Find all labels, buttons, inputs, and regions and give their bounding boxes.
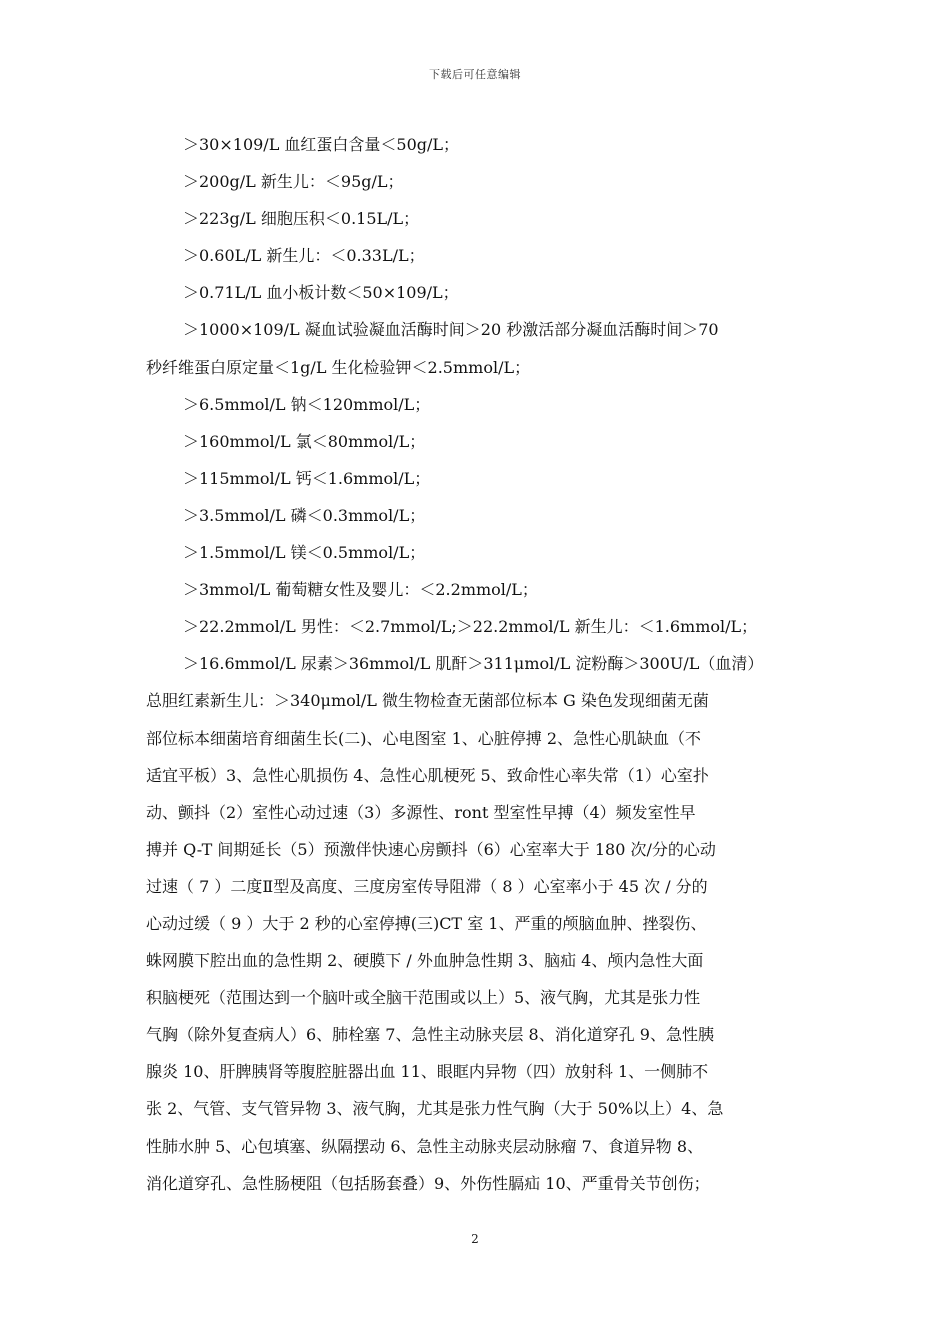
- text-line: 性肺水肿 5、心包填塞、纵隔摆动 6、急性主动脉夹层动脉瘤 7、食道异物 8、: [146, 1136, 704, 1156]
- text-line: ＞0.60L/L 新生儿：＜0.33L/L；: [183, 246, 425, 266]
- text-line: 消化道穿孔、急性肠梗阻（包括肠套叠）9、外伤性膈疝 10、严重骨关节创伤；: [146, 1173, 710, 1193]
- text-line: 过速（ 7 ）二度Ⅱ型及高度、三度房室传导阻滞（ 8 ）心室率小于 45 次 / 分的: [146, 876, 708, 896]
- text-line: ＞3mmol/L 葡萄糖女性及婴儿：＜2.2mmol/L；: [183, 580, 538, 600]
- text-line: 总胆红素新生儿：＞340μmol/L 微生物检查无菌部位标本 G 染色发现细菌无菌: [146, 691, 709, 711]
- page-number: 2: [471, 1232, 479, 1246]
- page-header: 下载后可任意编辑: [429, 68, 521, 81]
- text-line: 腺炎 10、肝脾胰肾等腹腔脏器出血 11、眼眶内异物（四）放射科 1、一侧肺不: [146, 1062, 709, 1082]
- document-body: [146, 126, 810, 1202]
- text-line: 搏并 Q-T 间期延长（5）预激伴快速心房颤抖（6）心室率大于 180 次/分的心动: [146, 839, 716, 859]
- text-line: ＞22.2mmol/L 男性：＜2.7mmol/L;＞22.2mmol/L 新生儿：＜1.6mmol/L；: [183, 617, 758, 637]
- text-line: ＞115mmol/L 钙＜1.6mmol/L；: [183, 468, 431, 488]
- text-line: 部位标本细菌培育细菌生长(二)、心电图室 1、心脏停搏 2、急性心肌缺血（不: [146, 728, 702, 748]
- text-line: ＞6.5mmol/L 钠＜120mmol/L；: [183, 394, 431, 414]
- text-line: ＞1000×109/L 凝血试验凝血活酶时间＞20 秒激活部分凝血活酶时间＞70: [183, 320, 719, 340]
- text-line: ＞160mmol/L 氯＜80mmol/L；: [183, 431, 426, 451]
- text-line: 适宜平板）3、急性心肌损伤 4、急性心肌梗死 5、致命性心率失常（1）心室扑: [146, 765, 709, 785]
- text-line: 蛛网膜下腔出血的急性期 2、硬膜下 / 外血肿急性期 3、脑疝 4、颅内急性大面: [146, 951, 704, 971]
- text-line: ＞0.71L/L 血小板计数＜50×109/L；: [183, 283, 459, 303]
- text-line: 张 2、气管、支气管异物 3、液气胸，尤其是张力性气胸（大于 50%以上）4、急: [146, 1099, 724, 1119]
- text-line: ＞16.6mmol/L 尿素＞36mmol/L 肌酐＞311μmol/L 淀粉酶＞300U/L（血清）: [183, 654, 764, 674]
- text-line: 积脑梗死（范围达到一个脑叶或全脑干范围或以上）5、液气胸，尤其是张力性: [146, 988, 701, 1008]
- text-line: 动、颤抖（2）室性心动过速（3）多源性、ront 型室性早搏（4）频发室性早: [146, 802, 696, 822]
- text-line: ＞223g/L 细胞压积＜0.15L/L；: [183, 209, 420, 229]
- text-line: 秒纤维蛋白原定量＜1g/L 生化检验钾＜2.5mmol/L；: [146, 357, 531, 377]
- text-line: ＞30×109/L 血红蛋白含量＜50g/L；: [183, 135, 460, 154]
- text-line: ＞200g/L 新生儿：＜95g/L；: [183, 172, 404, 192]
- text-line: 气胸（除外复查病人）6、肺栓塞 7、急性主动脉夹层 8、消化道穿孔 9、急性胰: [146, 1025, 714, 1045]
- text-line: 心动过缓（ 9 ）大于 2 秒的心室停搏(三)CT 室 1、严重的颅脑血肿、挫裂伤、: [146, 913, 707, 933]
- text-line: ＞3.5mmol/L 磷＜0.3mmol/L；: [183, 505, 426, 525]
- text-line: ＞1.5mmol/L 镁＜0.5mmol/L；: [183, 543, 426, 563]
